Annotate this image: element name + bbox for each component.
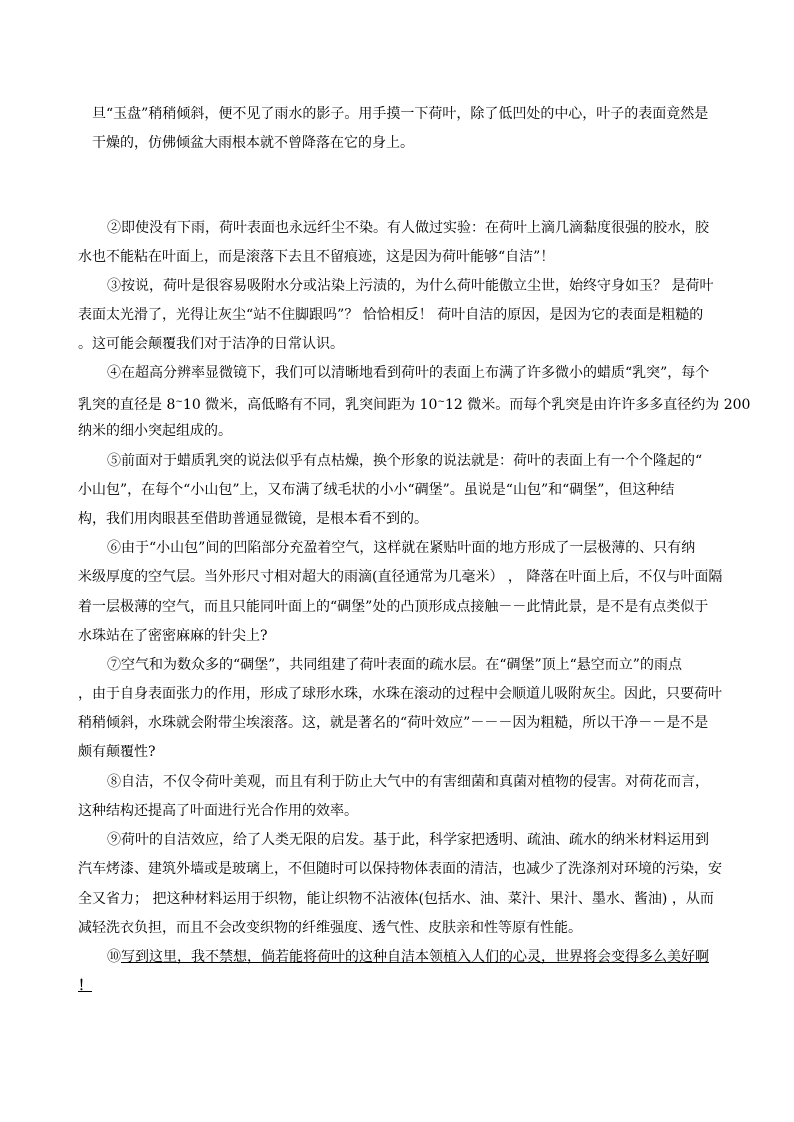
underlined-sentence-end: ！ [78, 978, 92, 994]
text-line: 着一层极薄的空气，而且只能同叶面上的“碉堡”处的凸顶形成点接触－－此情此景，是不是有点类似于 [78, 599, 709, 615]
text-line: ③按说，荷叶是很容易吸附水分或沾染上污渍的，为什么荷叶能傲立尘世，始终守身如玉？ 是荷叶 [107, 278, 714, 294]
text-line: 减轻洗衣负担，而且不会改变织物的纤维强度、透气性、皮肤亲和性等原有性能。 [78, 920, 582, 936]
text-line: ④在超高分辨率显微镜下，我们可以清晰地看到荷叶的表面上布满了许多微小的蜡质“乳突”，每个 [107, 365, 710, 381]
text-run: 12 微米。而每个乳突是由许许多多直径约为 200 [444, 397, 751, 413]
text-line: 全又省力； 把这种材料运用于织物，能让织物不沾液体(包括水、油、菜汁、果汁、墨水、酱油) ，从而 [78, 891, 714, 907]
text-line: ⑤前面对于蜡质乳突的说法似乎有点枯燥，换个形象的说法就是：荷叶的表面上有一个个隆起的“ [107, 453, 703, 469]
text-line: ②即使没有下雨，荷叶表面也永远纤尘不染。有人做过实验：在荷叶上滴几滴黏度很强的胶水，胶 [107, 220, 709, 236]
text-run: 10 微米，高低略有不同，乳突间距为 10 [182, 397, 438, 413]
text-line: 纳米的细小突起组成的。 [78, 423, 232, 439]
text-line: 水珠站在了密密麻麻的针尖上? [78, 628, 268, 644]
text-line: 汽车烤漆、建筑外墙或是玻璃上，不但随时可以保持物体表面的清洁，也减少了洗涤剂对环境的污染，安 [78, 861, 722, 877]
text-line: 稍稍倾斜，水珠就会附带尘埃滚落。这，就是著名的“荷叶效应”－－－因为粗糙，所以干净－－是不是 [78, 715, 709, 731]
text-line: 这种结构还提高了叶面进行光合作用的效率。 [78, 803, 358, 819]
text-line: 旦“玉盘”稍稍倾斜，便不见了雨水的影子。用手摸一下荷叶，除了低凹处的中心，叶子的表面竟然是 [92, 106, 709, 122]
text-line: 表面太光滑了，光得让灰尘“站不住脚跟吗”？ 恰恰相反！ 荷叶自洁的原因，是因为它的表面是粗糙的 [78, 307, 704, 323]
text-line: ⑧自洁，不仅令荷叶美观，而且有利于防止大气中的有害细菌和真菌对植物的侵害。对荷花而言， [107, 774, 709, 790]
text-line: ⑥由于“小山包”间的凹陷部分充盈着空气，这样就在紧贴叶面的地方形成了一层极薄的、只有纳 [107, 540, 696, 556]
text-line: ，由于自身表面张力的作用，形成了球形水珠，水珠在滚动的过程中会顺道儿吸附灰尘。因此，只要荷叶 [78, 686, 722, 702]
text-line: 。这可能会颠覆我们对于洁净的日常认识。 [78, 336, 344, 352]
text-line: 水也不能粘在叶面上，而是滚落下去且不留痕迹，这是因为荷叶能够“自洁”！ [78, 249, 555, 265]
tilde-superscript: ~ [437, 397, 445, 407]
text-line: 小山包”，在每个“小山包”上，又布满了绒毛状的小小“碉堡”。虽说是“山包”和“碉堡”，但这种结 [78, 482, 675, 498]
text-line: ⑨荷叶的自洁效应，给了人类无限的启发。基于此，科学家把透明、疏油、疏水的纳米材料运用到 [107, 832, 709, 848]
text-line [107, 947, 709, 967]
tilde-superscript: ~ [175, 397, 183, 407]
text-line: 构，我们用肉眼甚至借助普通显微镜，是根本看不到的。 [78, 511, 428, 527]
text-line [78, 392, 750, 415]
underlined-sentence: 写到这里，我不禁想，倘若能将荷叶的这种自洁本领植入人们的心灵，世界将会变得多么美好啊 [121, 949, 709, 965]
text-line: 干燥的，仿佛倾盆大雨根本就不曾降落在它的身上。 [92, 135, 414, 151]
text-line: 米级厚度的空气层。当外形尺寸相对超大的雨滴(直径通常为几毫米） ， 降落在叶面上后，不仅与叶面隔 [78, 569, 723, 585]
text-line: 颇有颠覆性? [78, 744, 156, 760]
text-line: ⑦空气和为数众多的“碉堡”，共同组建了荷叶表面的疏水层。在“碉堡”顶上“悬空而立”的雨点 [107, 657, 682, 673]
paragraph-number: ⑩ [107, 949, 121, 965]
text-run: 乳突的直径是 8 [78, 397, 176, 413]
